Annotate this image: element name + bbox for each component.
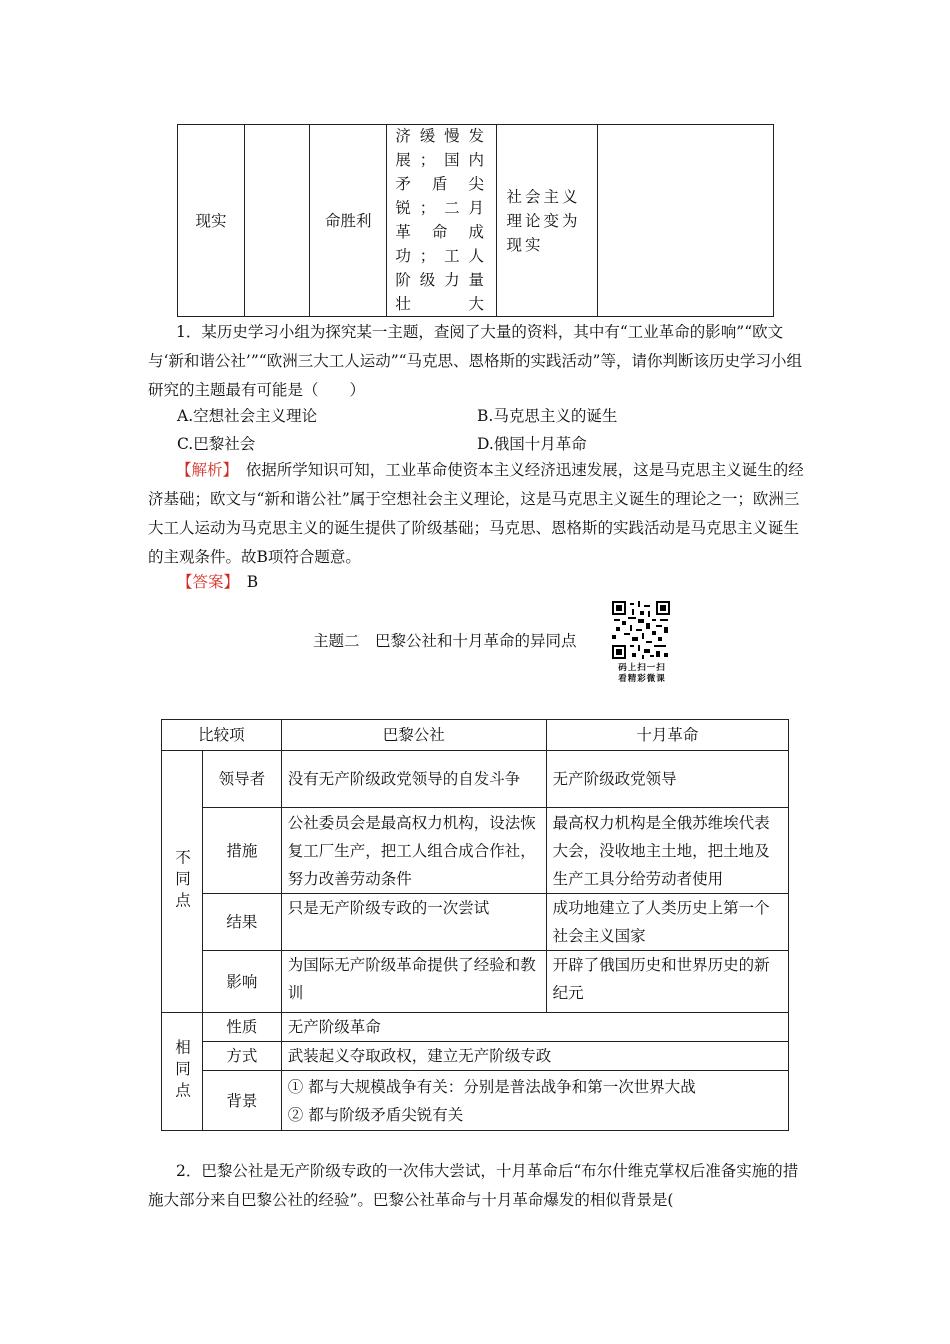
october-cell: 开辟了俄国历史和世界历史的新纪元 (546, 951, 788, 1013)
top-table-cell: 命胜利 (310, 125, 387, 317)
qr-caption-2: 看精彩微课 (618, 674, 666, 684)
paris-cell: 没有无产阶级政党领导的自发斗争 (281, 751, 546, 808)
row-item: 性质 (203, 1013, 282, 1042)
comparison-table (161, 719, 789, 1131)
top-table-cell: 现实 (178, 125, 245, 317)
october-cell: 成功地建立了人类历史上第一个社会主义国家 (546, 894, 788, 951)
diff-label: 不同点 (162, 751, 203, 1013)
option-c: C.巴黎社会 (177, 435, 256, 453)
answer-tag: 【答案】 (177, 573, 232, 591)
same-cell-line-1: ① 都与大规模战争有关：分别是普法战争和第一次世界大战 (287, 1077, 696, 1096)
top-table-cell (496, 125, 597, 317)
october-cell: 最高权力机构是全俄苏维埃代表大会，没收地主土地，把土地及生产工具分给劳动者使用 (546, 808, 788, 894)
topic-title: 主题二 巴黎公社和十月革命的异同点 (313, 632, 577, 650)
answer-value: B (246, 573, 259, 591)
row-item: 领导者 (203, 751, 282, 808)
qr-caption-1: 码上扫一扫 (618, 663, 666, 673)
analysis (148, 456, 808, 572)
row-item: 背景 (203, 1071, 282, 1131)
qr-code-icon (612, 601, 670, 659)
top-table-cell-text: 社会主义理论变为现实 (506, 187, 581, 254)
same-cell: 武装起义夺取政权，建立无产阶级专政 (281, 1042, 788, 1071)
header-cell: 巴黎公社 (281, 720, 546, 751)
same-cell-line-2: ② 都与阶级矛盾尖锐有关 (287, 1105, 464, 1124)
same-cell (281, 1071, 788, 1131)
top-table-cell (387, 125, 496, 317)
row-item: 措施 (203, 808, 282, 894)
paris-cell: 为国际无产阶级革命提供了经验和教训 (281, 951, 546, 1013)
row-item: 结果 (203, 894, 282, 951)
option-d: D.俄国十月革命 (477, 435, 587, 453)
answer-line (177, 570, 258, 592)
option-a: A.空想社会主义理论 (177, 407, 318, 425)
analysis-tag: 【解析】 (176, 461, 231, 479)
paris-cell: 只是无产阶级专政的一次尝试 (281, 894, 546, 951)
top-table (177, 124, 774, 317)
row-item: 影响 (203, 951, 282, 1013)
question-2-stem: 2．巴黎公社是无产阶级专政的一次伟大尝试，十月革命后“布尔什维克掌权后准备实施的措施大部分来自巴黎公社的经验”。巴黎公社革命与十月革命爆发的相似背景是( (148, 1162, 799, 1209)
same-cell: 无产阶级革命 (281, 1013, 788, 1042)
header-cell: 十月革命 (546, 720, 788, 751)
same-label: 相同点 (162, 1013, 203, 1131)
qr-block (612, 601, 672, 685)
top-table-cell-text: 济缓慢发展；国内矛盾尖锐；二月革命成功；工人阶级力量壮大 (395, 127, 488, 313)
top-table-cell-empty (597, 125, 773, 317)
question-1-stem: 1．某历史学习小组为探究某一主题，查阅了大量的资料，其中有“工业革命的影响”“欧文与‘新和谐公社’”“欧洲三大工人运动”“马克思、恩格斯的实践活动”等，请你判断该历史学习小组研究的主题最有可能是（ ） (148, 323, 802, 399)
row-item: 方式 (203, 1042, 282, 1071)
analysis-text: 依据所学知识可知，工业革命使资本主义经济迅速发展，这是马克思主义诞生的经济基础；欧文与“新和谐公社”属于空想社会主义理论，这是马克思主义诞生的理论之一；欧洲三大工人运动为马克思主义的诞生提供了阶级基础；马克思、恩格斯的实践活动是马克思主义诞生的主观条件。故B项符合题意。 (148, 461, 804, 566)
paris-cell: 公社委员会是最高权力机构，设法恢复工厂生产，把工人组合成合作社，努力改善劳动条件 (281, 808, 546, 894)
top-table-cell-empty (245, 125, 310, 317)
header-cell: 比较项 (162, 720, 282, 751)
option-b: B.马克思主义的诞生 (477, 407, 618, 425)
october-cell: 无产阶级政党领导 (546, 751, 788, 808)
